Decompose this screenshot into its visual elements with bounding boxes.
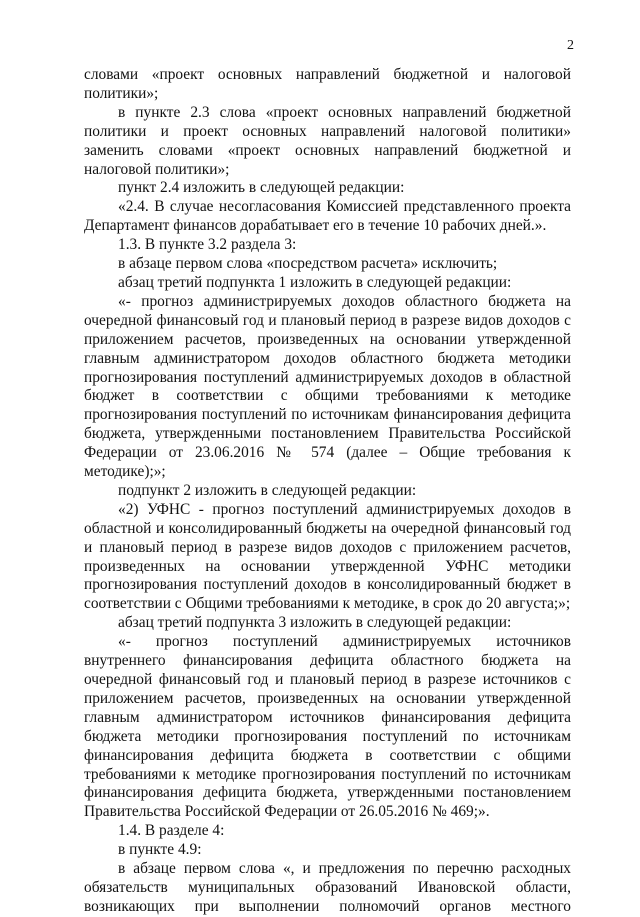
page-number: 2	[567, 38, 574, 53]
paragraph-item-4-9-text: в абзаце первом слова «, и предложения по перечню расходных обязательств муниципальных образований Ивановской области, возникающих при выполнении полномочий органов местного	[84, 860, 571, 915]
paragraph-subitem-2-intro: подпункт 2 изложить в следующей редакции:	[118, 481, 417, 499]
paragraph-subitem-3-intro: абзац третий подпункта 3 изложить в следующей редакции:	[118, 614, 512, 632]
document-body	[84, 66, 571, 917]
paragraph-subitem-1-text: «- прогноз администрируемых доходов областного бюджета на очередной финансовый год и плановый период в разрезе видов доходов с приложением расчетов, произведенных на основании утвержденной главным администратором доходов областного бюджета методики прогнозирования поступлений администрируемых доходов в областной бюджет в соответствии с общими требованиями к методике прогнозирования поступлений по источникам финансирования дефицита бюджета, утвержденными постановлением Правительства Российской Федерации от 23.06.2016 № 574 (далее – Общие требования к методике);»;	[84, 292, 571, 481]
paragraph-first-abzac: в абзаце первом слова «посредством расчета» исключить;	[118, 255, 498, 273]
paragraph-section-1-4: 1.4. В разделе 4:	[118, 822, 225, 840]
paragraph-subitem-3-text: «- прогноз поступлений администрируемых источников внутреннего финансирования дефицита областного бюджета на очередной финансовый год и плановый период в разрезе источников с приложением расчетов, произведенных на основании утвержденной главным администратором источников финансирования дефицита бюджета методики прогнозирования поступлений по источникам финансирования дефицита бюджета в соответствии с общими требованиями к методике прогнозирования поступлений по источникам финансирования дефицита бюджета, утвержденными постановлением Правительства Российской Федерации от 26.05.2016 № 469;».	[84, 633, 571, 821]
paragraph-item-4-9: в пункте 4.9:	[118, 841, 202, 859]
paragraph-section-1-3: 1.3. В пункте 3.2 раздела 3:	[118, 236, 297, 254]
paragraph-subitem-2-text: «2) УФНС - прогноз поступлений администрируемых доходов в областной и консолидированный бюджеты на очередной финансовый год и плановый период в разрезе видов доходов с приложением расчетов, произведенных на основании утвержденной УФНС методики прогнозирования поступлений доходов в консолидированный бюджет в соответствии с Общими требованиями к методике, в срок до 20 августа;»;	[84, 500, 571, 613]
paragraph-continuation: словами «проект основных направлений бюджетной и налоговой политики»;	[84, 66, 571, 102]
paragraph-item-2-4-text: «2.4. В случае несогласования Комиссией представленного проекта Департамент финансов дорабатывает его в течение 10 рабочих дней.».	[84, 198, 571, 235]
paragraph-subitem-1-intro: абзац третий подпункта 1 изложить в следующей редакции:	[118, 273, 512, 291]
paragraph-item-2-3: в пункте 2.3 слова «проект основных направлений бюджетной политики и проект основных направлений налоговой политики» заменить словами «проект основных направлений бюджетной и налоговой политики»;	[84, 103, 571, 178]
paragraph-item-2-4-intro: пункт 2.4 изложить в следующей редакции:	[118, 179, 405, 197]
